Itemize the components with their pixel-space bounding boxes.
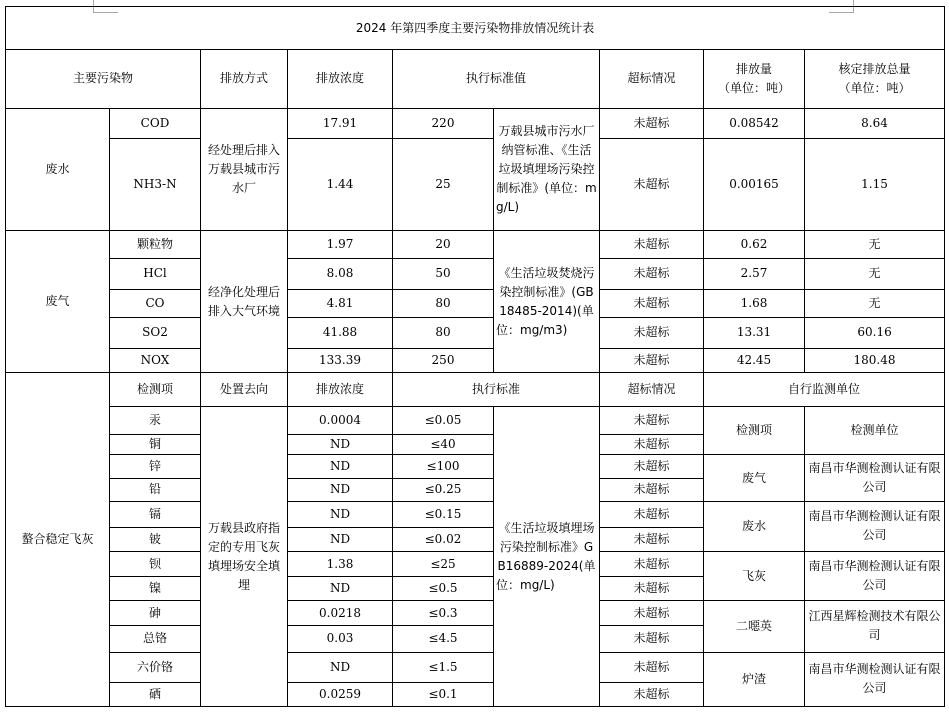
header-discharge-method: 排放方式 <box>201 50 288 108</box>
header-approved-line-2: （单位：吨） <box>838 80 911 95</box>
fly-ash-destination: 万载县政府指定的专用飞灰填埋场安全填埋 <box>201 407 288 707</box>
table-row <box>6 501 945 527</box>
fly-ash-conc: 1.38 <box>288 552 393 577</box>
fly-ash-conc: ND <box>288 455 393 478</box>
header-amount <box>704 50 805 108</box>
fly-ash-conc: ND <box>288 435 393 455</box>
fly-ash-limit: ≤0.05 <box>393 407 494 435</box>
waste-gas-approved: 无 <box>805 289 945 317</box>
waste-gas-item: CO <box>110 289 201 317</box>
waste-gas-limit: 50 <box>393 259 494 289</box>
fly-ash-standard: 《生活垃圾填埋场污染控制标准》GB16889-2024(单位：mg/L) <box>494 407 600 707</box>
wastewater-item: COD <box>110 108 201 138</box>
fly-ash-limit: ≤1.5 <box>393 652 494 682</box>
fly-ash-exceed: 未超标 <box>600 501 704 527</box>
wastewater-category: 废水 <box>6 108 110 231</box>
waste-gas-amount: 42.45 <box>704 348 805 372</box>
fly-ash-item: 总铬 <box>110 626 201 652</box>
fly-ash-conc: 0.03 <box>288 626 393 652</box>
waste-gas-exceed: 未超标 <box>600 317 704 348</box>
waste-gas-method: 经净化处理后排入大气环境 <box>201 231 288 373</box>
header-standard-value: 执行标准值 <box>393 50 600 108</box>
table-row <box>6 348 945 372</box>
monitor-item: 飞灰 <box>704 552 805 601</box>
header-exceed: 超标情况 <box>600 50 704 108</box>
waste-gas-exceed: 未超标 <box>600 289 704 317</box>
fly-ash-conc: ND <box>288 527 393 551</box>
fly-ash-limit: ≤0.1 <box>393 682 494 706</box>
fly-ash-limit: ≤25 <box>393 552 494 577</box>
waste-gas-approved: 无 <box>805 231 945 259</box>
waste-gas-standard: 《生活垃圾焚烧污染控制标准》(GB18485-2014)(单位：mg/m3) <box>494 231 600 373</box>
monitor-item: 二噁英 <box>704 601 805 652</box>
table-row <box>6 259 945 289</box>
waste-gas-limit: 250 <box>393 348 494 372</box>
fly-ash-exceed: 未超标 <box>600 478 704 501</box>
wastewater-limit: 25 <box>393 138 494 231</box>
fly-ash-conc: ND <box>288 577 393 601</box>
fly-ash-header-self-monitoring: 自行监测单位 <box>704 373 945 407</box>
table-row <box>6 108 945 138</box>
fly-ash-header-item: 检测项 <box>110 373 201 407</box>
waste-gas-amount: 2.57 <box>704 259 805 289</box>
waste-gas-approved: 无 <box>805 259 945 289</box>
waste-gas-conc: 133.39 <box>288 348 393 372</box>
waste-gas-exceed: 未超标 <box>600 231 704 259</box>
monitor-unit: 南昌市华测检测认证有限公司 <box>805 552 945 601</box>
fly-ash-header-concentration: 排放浓度 <box>288 373 393 407</box>
wastewater-amount: 0.08542 <box>704 108 805 138</box>
wastewater-approved: 1.15 <box>805 138 945 231</box>
table-row <box>6 138 945 231</box>
waste-gas-limit: 80 <box>393 317 494 348</box>
monitor-unit: 南昌市华测检测认证有限公司 <box>805 501 945 551</box>
waste-gas-exceed: 未超标 <box>600 259 704 289</box>
waste-gas-item: HCl <box>110 259 201 289</box>
monitor-unit: 江西星辉检测技术有限公司 <box>805 601 945 652</box>
fly-ash-limit: ≤0.02 <box>393 527 494 551</box>
table-row <box>6 231 945 259</box>
fly-ash-header-destination: 处置去向 <box>201 373 288 407</box>
waste-gas-item: SO2 <box>110 317 201 348</box>
fly-ash-item: 汞 <box>110 407 201 435</box>
fly-ash-limit: ≤4.5 <box>393 626 494 652</box>
fly-ash-item: 铅 <box>110 478 201 501</box>
fly-ash-item: 镍 <box>110 577 201 601</box>
wastewater-approved: 8.64 <box>805 108 945 138</box>
fly-ash-item: 六价铬 <box>110 652 201 682</box>
waste-gas-amount: 13.31 <box>704 317 805 348</box>
monitor-unit: 南昌市华测检测认证有限公司 <box>805 455 945 501</box>
header-pollutant: 主要污染物 <box>6 50 201 108</box>
wastewater-amount: 0.00165 <box>704 138 805 231</box>
monitor-item: 炉渣 <box>704 652 805 706</box>
waste-gas-amount: 1.68 <box>704 289 805 317</box>
waste-gas-conc: 8.08 <box>288 259 393 289</box>
fly-ash-conc: ND <box>288 652 393 682</box>
table-row <box>6 407 945 435</box>
fly-ash-header-standard: 执行标准 <box>393 373 600 407</box>
fly-ash-item: 硒 <box>110 682 201 706</box>
waste-gas-category: 废气 <box>6 231 110 373</box>
waste-gas-item: NOX <box>110 348 201 372</box>
fly-ash-category: 螯合稳定飞灰 <box>6 373 110 707</box>
table-row <box>6 652 945 682</box>
header-amount-line-2: （单位：吨） <box>717 80 790 95</box>
waste-gas-approved: 60.16 <box>805 317 945 348</box>
header-approved-line-1: 核定排放总量 <box>838 61 911 76</box>
table-row <box>6 317 945 348</box>
waste-gas-conc: 41.88 <box>288 317 393 348</box>
wastewater-limit: 220 <box>393 108 494 138</box>
table-row <box>6 455 945 478</box>
wastewater-conc: 1.44 <box>288 138 393 231</box>
fly-ash-item: 砷 <box>110 601 201 626</box>
fly-ash-conc: 0.0218 <box>288 601 393 626</box>
fly-ash-limit: ≤0.15 <box>393 501 494 527</box>
wastewater-conc: 17.91 <box>288 108 393 138</box>
fly-ash-exceed: 未超标 <box>600 652 704 682</box>
fly-ash-exceed: 未超标 <box>600 601 704 626</box>
fly-ash-exceed: 未超标 <box>600 407 704 435</box>
waste-gas-amount: 0.62 <box>704 231 805 259</box>
fly-ash-item: 铜 <box>110 435 201 455</box>
fly-ash-exceed: 未超标 <box>600 626 704 652</box>
fly-ash-limit: ≤0.5 <box>393 577 494 601</box>
fly-ash-exceed: 未超标 <box>600 682 704 706</box>
fly-ash-item: 锌 <box>110 455 201 478</box>
monitor-item: 废气 <box>704 455 805 501</box>
wastewater-method: 经处理后排入万载县城市污水厂 <box>201 108 288 231</box>
header-amount-line-1: 排放量 <box>735 61 772 76</box>
wastewater-standard: 万载县城市污水厂纳管标准、《生活垃圾填埋场污染控制标准》(单位：mg/L) <box>494 108 600 231</box>
waste-gas-limit: 80 <box>393 289 494 317</box>
fly-ash-limit: ≤40 <box>393 435 494 455</box>
waste-gas-conc: 4.81 <box>288 289 393 317</box>
fly-ash-exceed: 未超标 <box>600 577 704 601</box>
pollutant-statistics-table <box>5 6 945 707</box>
monitor-unit: 南昌市华测检测认证有限公司 <box>805 652 945 706</box>
monitor-header-item: 检测项 <box>704 407 805 455</box>
fly-ash-limit: ≤100 <box>393 455 494 478</box>
fly-ash-item: 镉 <box>110 501 201 527</box>
monitor-header-unit: 检测单位 <box>805 407 945 455</box>
waste-gas-limit: 20 <box>393 231 494 259</box>
fly-ash-exceed: 未超标 <box>600 455 704 478</box>
fly-ash-header-exceed: 超标情况 <box>600 373 704 407</box>
fly-ash-limit: ≤0.3 <box>393 601 494 626</box>
table-title: 2024 年第四季度主要污染物排放情况统计表 <box>6 7 945 50</box>
fly-ash-conc: ND <box>288 478 393 501</box>
fly-ash-exceed: 未超标 <box>600 435 704 455</box>
waste-gas-item: 颗粒物 <box>110 231 201 259</box>
monitor-item: 废水 <box>704 501 805 551</box>
header-concentration: 排放浓度 <box>288 50 393 108</box>
wastewater-exceed: 未超标 <box>600 138 704 231</box>
fly-ash-exceed: 未超标 <box>600 527 704 551</box>
fly-ash-limit: ≤0.25 <box>393 478 494 501</box>
wastewater-item: NH3-N <box>110 138 201 231</box>
table-row <box>6 289 945 317</box>
waste-gas-approved: 180.48 <box>805 348 945 372</box>
wastewater-exceed: 未超标 <box>600 108 704 138</box>
fly-ash-conc: ND <box>288 501 393 527</box>
fly-ash-item: 铍 <box>110 527 201 551</box>
fly-ash-conc: 0.0259 <box>288 682 393 706</box>
fly-ash-item: 钡 <box>110 552 201 577</box>
table-row <box>6 601 945 626</box>
waste-gas-exceed: 未超标 <box>600 348 704 372</box>
header-approved-total <box>805 50 945 108</box>
fly-ash-exceed: 未超标 <box>600 552 704 577</box>
table-row <box>6 552 945 577</box>
fly-ash-conc: 0.0004 <box>288 407 393 435</box>
waste-gas-conc: 1.97 <box>288 231 393 259</box>
